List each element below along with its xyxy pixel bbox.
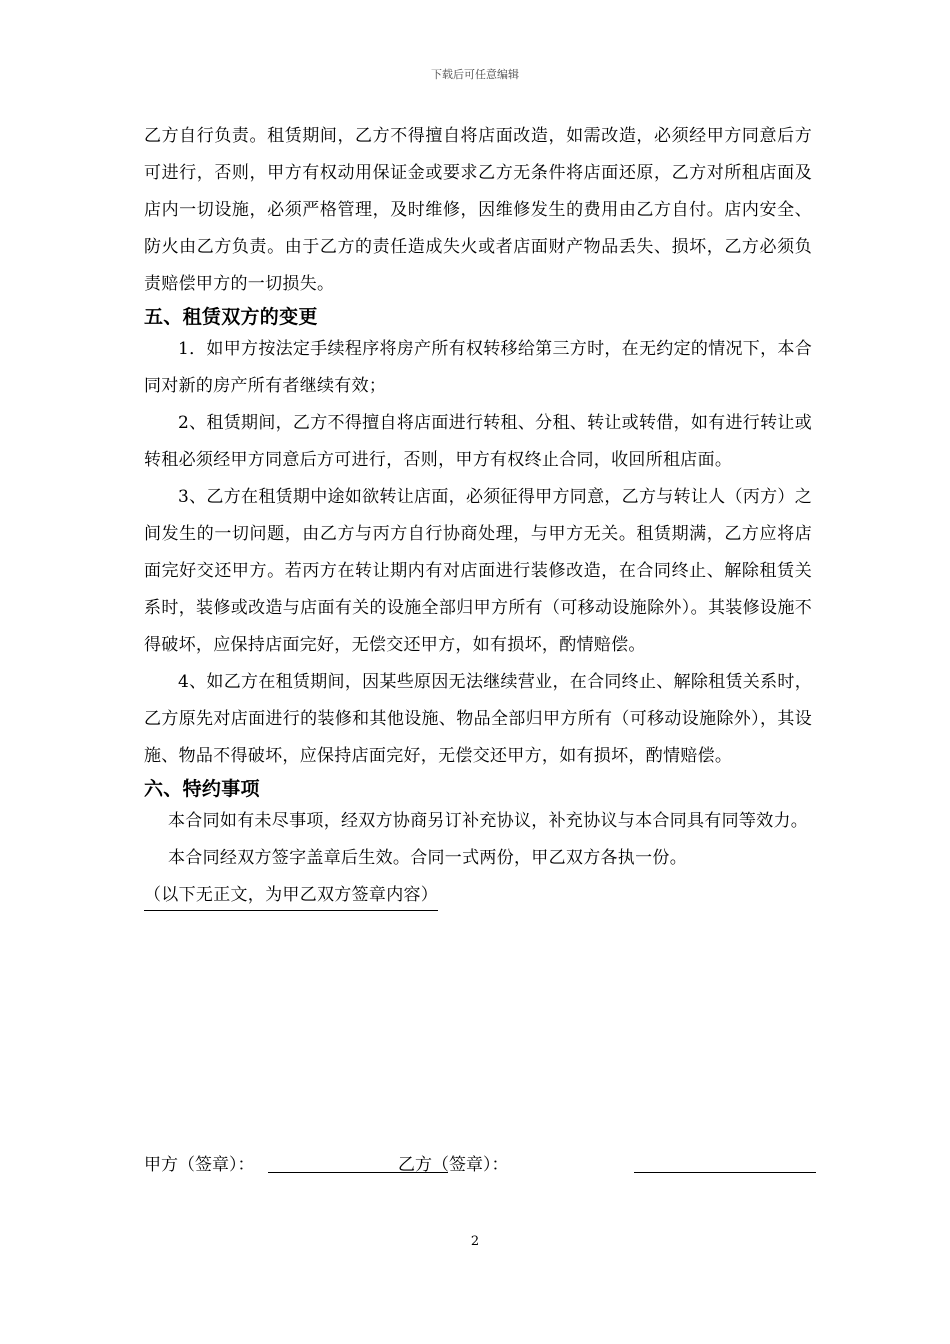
section-5-paragraph-3: 3、乙方在租赁期中途如欲转让店面，必须征得甲方同意，乙方与转让人（丙方）之间发生的一切问题，由乙方与丙方自行协商处理，与甲方无关。租赁期满，乙方应将店面完好交还甲方。若丙方在转让期内有对店面进行装修改造，在合同终止、解除租赁关系时，装修或改造与店面有关的设施全部归甲方所有（可移动设施除外）。其装修设施不得破坏，应保持店面完好，无偿交还甲方，如有损坏，酌情赔偿。 [144,487,812,655]
page-number: 2 [470,1234,480,1249]
section-6-heading: 六、特约事项 [144,778,260,800]
section-5-heading: 五、租赁双方的变更 [144,306,318,328]
page-header: 下载后可任意编辑 [431,68,519,81]
section-5-paragraph-1: 1．如甲方按法定手续程序将房产所有权转移给第三方时，在无约定的情况下，本合同对新的房产所有者继续有效； [144,339,812,396]
continuation-paragraph: 乙方自行负责。租赁期间，乙方不得擅自将店面改造，如需改造，必须经甲方同意后方可进行，否则，甲方有权动用保证金或要求乙方无条件将店面还原，乙方对所租店面及店内一切设施，必须严格管理，及时维修，因维修发生的费用由乙方自付。店内安全、防火由乙方负责。由于乙方的责任造成失火或者店面财产物品丢失、损坏，乙方必须负责赔偿甲方的一切损失。 [144,126,812,294]
signature-block [144,1150,824,1180]
section-6-paragraph-1: 本合同如有未尽事项，经双方协商另订补充协议，补充协议与本合同具有同等效力。 [168,811,809,831]
section-6-paragraph-2: 本合同经双方签字盖章后生效。合同一式两份，甲乙双方各执一份。 [168,848,687,868]
end-of-text-note: （以下无正文，为甲乙双方签章内容） [144,880,438,911]
section-5-paragraph-2: 2、租赁期间，乙方不得擅自将店面进行转租、分租、转让或转借，如有进行转让或转租必须经甲方同意后方可进行，否则，甲方有权终止合同，收回所租店面。 [144,413,812,470]
party-b-signature-label: 乙方（签章）： [398,1155,509,1175]
party-a-signature-label: 甲方（签章）： [144,1155,255,1175]
section-5-paragraph-4: 4、如乙方在租赁期间，因某些原因无法继续营业，在合同终止、解除租赁关系时，乙方原先对店面进行的装修和其他设施、物品全部归甲方所有（可移动设施除外），其设施、物品不得破坏，应保持店面完好，无偿交还甲方，如有损坏，酌情赔偿。 [144,672,812,766]
document-body [144,118,812,914]
party-b-signature-line [634,1150,816,1173]
